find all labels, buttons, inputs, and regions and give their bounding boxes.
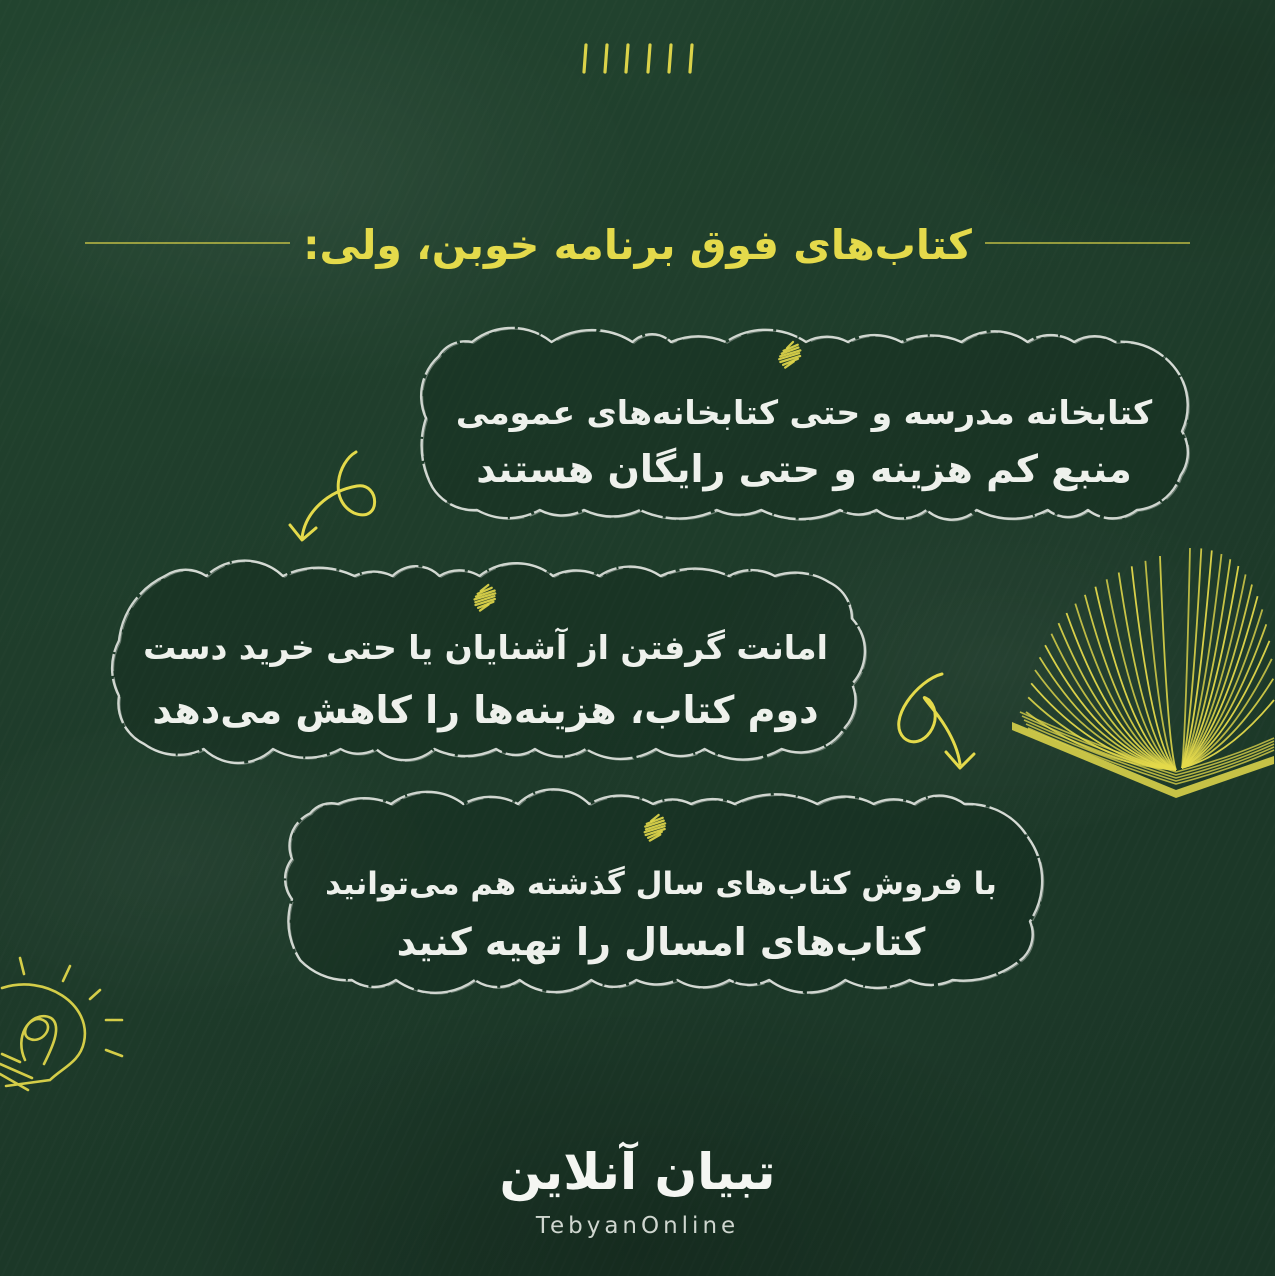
open-book-icon bbox=[1012, 548, 1274, 798]
curly-arrow-icon bbox=[899, 674, 974, 768]
tip-text-line: دوم کتاب، هزینه‌ها را کاهش می‌دهد bbox=[152, 688, 819, 732]
tip-text bbox=[316, 855, 1006, 971]
tip-text-line: با فروش کتاب‌های سال گذشته هم می‌توانید bbox=[325, 866, 997, 902]
tip-text bbox=[450, 385, 1158, 497]
book-page-line bbox=[1182, 548, 1190, 768]
tip-text-line: امانت گرفتن از آشنایان یا حتی خرید دست bbox=[143, 628, 828, 667]
brand-logo-persian: تبیان آنلاین bbox=[499, 1143, 776, 1201]
tip-text-line: منبع کم هزینه و حتی رایگان هستند bbox=[476, 447, 1132, 491]
brand-logo-latin: TebyanOnline bbox=[535, 1213, 740, 1239]
light-bulb-icon bbox=[0, 958, 122, 1090]
tip-text-line: کتاب‌های امسال را تهیه کنید bbox=[396, 920, 926, 964]
page-title: کتاب‌های فوق برنامه خوبن، ولی: bbox=[303, 221, 972, 269]
tip-card-1 bbox=[410, 326, 1198, 526]
book-page-line bbox=[1160, 556, 1176, 770]
chalk-tally-marks-icon bbox=[584, 45, 692, 72]
tip-text bbox=[143, 617, 828, 741]
tip-card-3 bbox=[276, 788, 1046, 996]
tip-card-2 bbox=[103, 560, 868, 765]
tip-text-line: کتابخانه مدرسه و حتی کتابخانه‌های عمومی bbox=[455, 393, 1153, 432]
curly-arrow-icon bbox=[290, 452, 375, 540]
